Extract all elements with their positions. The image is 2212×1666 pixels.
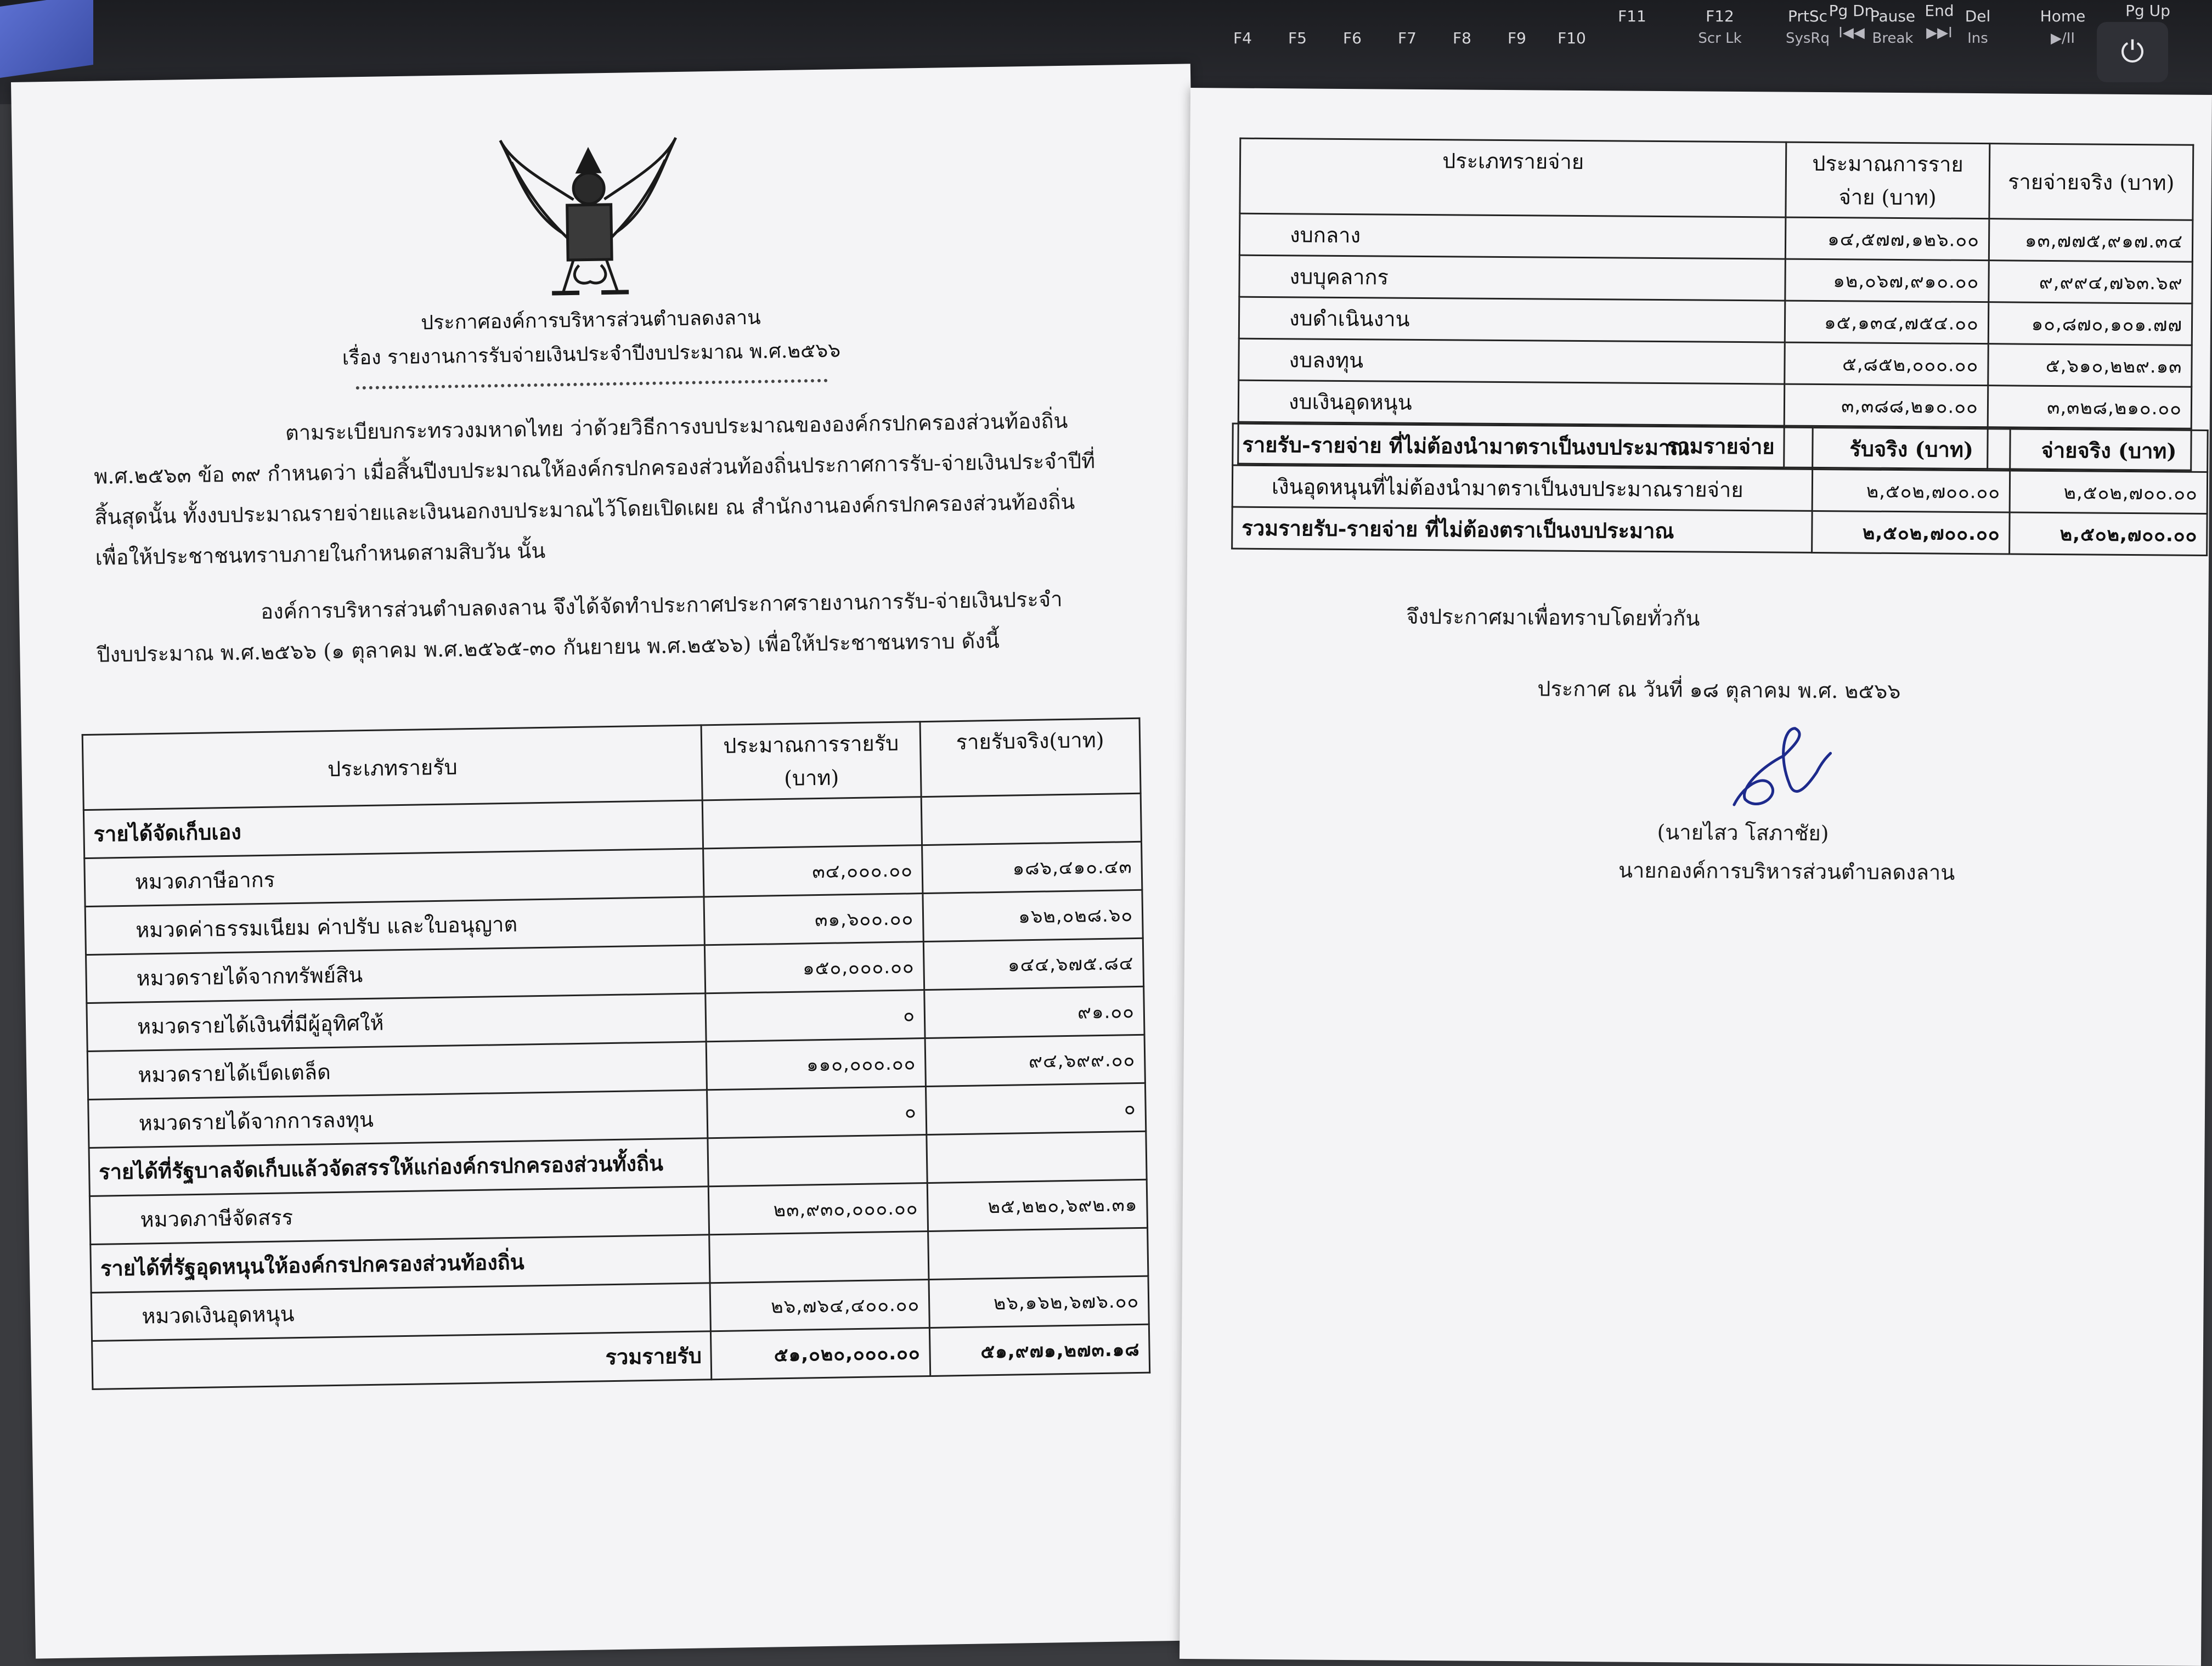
section-label: รายได้จัดเก็บเอง xyxy=(83,800,703,859)
title-line-2: เรื่อง รายงานการรับจ่ายเงินประจำปีงบประมาณ พ.ศ.๒๕๖๖ xyxy=(342,339,841,370)
table-row xyxy=(1239,297,2192,345)
row-label: หมวดรายได้จากการลงทุน xyxy=(88,1090,708,1148)
row-label: หมวดภาษีจัดสรร xyxy=(89,1187,709,1245)
key: Pause Break xyxy=(1870,7,1916,47)
row-label: หมวดเงินอุดหนุน xyxy=(91,1283,710,1341)
key: PrtSc SysRq xyxy=(1785,7,1830,47)
row-estimate: ๓๔,๐๐๐.๐๐ xyxy=(703,845,923,897)
power-icon: ⏻ xyxy=(2097,22,2168,82)
row-actual: ๑๓,๗๗๕,๙๑๗.๓๔ xyxy=(1989,219,2193,262)
total-estimate: ๕๑,๐๒๐,๐๐๐.๐๐ xyxy=(711,1328,930,1379)
row-estimate: ๒๖,๗๖๔,๔๐๐.๐๐ xyxy=(710,1279,929,1331)
row-actual: ๒๕,๒๒๐,๖๙๒.๓๑ xyxy=(927,1179,1147,1231)
key: Pg Up xyxy=(2125,2,2170,20)
non-budget-table xyxy=(1231,423,2209,556)
row-actual: ๙๔,๖๙๙.๐๐ xyxy=(925,1035,1145,1086)
key: F8 xyxy=(1453,29,1471,47)
paragraph-regulation: ตามระเบียบกระทรวงมหาดไทย ว่าด้วยวิธีการงบประมาณขององค์กรปกครองส่วนท้องถิ่น พ.ศ.๒๕๖๓ ข้อ ๓๙ กำหนดว่า เมื่อสิ้นปีงบประมาณให้องค์กรปกครองส่วนท้องถิ่นประกาศการรับ-จ่ายเงินประจำปีที่สิ้นสุดนั้น ทั้งงบประมาณรายจ่ายและเงินนอกงบประมาณไว้โดยเปิดเผย ณ สำนักงานองค์กรปกครองส่วนท้องถิ่น เพื่อให้ประชาชนทราบภายในกำหนดสามสิบวัน นั้น xyxy=(93,408,1096,570)
row-estimate: ๒๓,๙๓๐,๐๐๐.๐๐ xyxy=(709,1183,928,1235)
table-header-row xyxy=(1233,423,2208,472)
row-estimate: ๓,๓๘๘,๒๑๐.๐๐ xyxy=(1784,384,1988,427)
garuda-emblem-icon xyxy=(494,127,684,310)
row-label: งบเงินอุดหนุน xyxy=(1238,380,1785,426)
row-actual: ๓,๓๒๘,๒๑๐.๐๐ xyxy=(1988,386,2192,429)
row-estimate: ๑๑๐,๐๐๐.๐๐ xyxy=(706,1038,926,1090)
key: F4 xyxy=(1233,29,1252,47)
row-estimate: ๐ xyxy=(706,990,925,1042)
expense-table xyxy=(1237,138,2194,471)
key: F5 xyxy=(1288,29,1307,47)
header-estimate: ประมาณการรายจ่าย (บาท) xyxy=(1786,142,1990,219)
announcement-closing: จึงประกาศมาเพื่อทราบโดยทั่วกัน xyxy=(1406,604,1700,631)
row-label: หมวดรายได้เบ็ดเตล็ด xyxy=(87,1042,707,1100)
total-label: รวมรายรับ xyxy=(92,1331,712,1390)
row-estimate: ๑๕๐,๐๐๐.๐๐ xyxy=(705,942,924,993)
key: F11 xyxy=(1618,7,1646,25)
key: Del Ins xyxy=(1965,7,1991,47)
key: Pg Dn I◀◀ xyxy=(1829,2,1875,41)
row-label: หมวดภาษีอากร xyxy=(84,849,704,907)
key: F6 xyxy=(1343,29,1362,47)
row-actual: ๙๑.๐๐ xyxy=(924,986,1144,1038)
total-paid: ๒,๕๐๒,๗๐๐.๐๐ xyxy=(2010,512,2207,556)
row-estimate: ๑๕,๑๓๔,๗๕๔.๐๐ xyxy=(1785,301,1988,344)
row-actual: ๐ xyxy=(926,1083,1146,1134)
row-label: งบกลาง xyxy=(1239,213,1786,259)
total-received: ๒,๕๐๒,๗๐๐.๐๐ xyxy=(1812,511,2010,554)
document-page-1 xyxy=(11,64,1215,1658)
header-paid: จ่ายจริง (บาท) xyxy=(2010,429,2208,472)
income-table xyxy=(82,718,1151,1390)
header-actual: รายรับจริง(บาท) xyxy=(920,718,1141,797)
row-actual: ๑๘๖,๔๑๐.๔๓ xyxy=(922,842,1142,893)
row-estimate: ๕,๘๕๒,๐๐๐.๐๐ xyxy=(1785,342,1988,386)
row-estimate: ๑๒,๐๖๗,๙๑๐.๐๐ xyxy=(1785,259,1989,302)
total-actual: ๕๑,๙๗๑,๒๗๓.๑๘ xyxy=(929,1324,1149,1376)
row-actual: ๑๐,๘๗๐,๑๐๑.๗๗ xyxy=(1988,302,2192,346)
row-paid: ๒,๕๐๒,๗๐๐.๐๐ xyxy=(2010,471,2207,514)
table-total-row xyxy=(1232,507,2207,555)
row-estimate: ๓๑,๖๐๐.๐๐ xyxy=(704,894,923,945)
row-actual: ๒๖,๑๖๒,๖๗๖.๐๐ xyxy=(929,1276,1149,1328)
row-actual: ๕,๖๑๐,๒๒๙.๑๓ xyxy=(1988,344,2192,387)
row-label: งบดำเนินงาน xyxy=(1239,297,1785,342)
row-estimate: ๐ xyxy=(707,1087,927,1138)
row-label: หมวดรายได้เงินที่มีผู้อุทิศให้ xyxy=(87,993,706,1052)
section-label: รายได้ที่รัฐอุดหนุนให้องค์กรปกครองส่วนท้องถิ่น xyxy=(91,1235,710,1293)
section-label: รายได้ที่รัฐบาลจัดเก็บแล้วจัดสรรให้แก่องค์กรปกครองส่วนทั้งถิ่น xyxy=(89,1138,708,1196)
table-row xyxy=(1232,465,2207,513)
key: F10 xyxy=(1558,29,1586,47)
row-actual: ๑๔๔,๖๗๕.๘๔ xyxy=(923,938,1143,990)
header-income-type: ประเภทรายรับ xyxy=(82,725,702,810)
header-actual: รายจ่ายจริง (บาท) xyxy=(1989,144,2193,221)
signer-title: นายกองค์การบริหารส่วนตำบลดงลาน xyxy=(1618,858,1955,885)
header-estimate: ประมาณการรายรับ (บาท) xyxy=(701,722,921,800)
row-estimate: ๑๔,๕๗๗,๑๒๖.๐๐ xyxy=(1785,217,1989,261)
key: Home ▶/II xyxy=(2040,7,2086,47)
paragraph-report: องค์การบริหารส่วนตำบลดงลาน จึงได้จัดทำประกาศประกาศรายงานการรับ-จ่ายเงินประจำปีงบประมาณ พ.ศ.๒๕๖๖ (๑ ตุลาคม พ.ศ.๒๕๖๕-๓๐ กันยายน พ.ศ.๒๕๖๖) เพื่อให้ประชาชนทราบ ดังนี้ xyxy=(97,587,1063,667)
blue-object xyxy=(0,0,93,78)
table-row xyxy=(1238,380,2191,428)
row-label: หมวดค่าธรรมเนียม ค่าปรับ และใบอนุญาต xyxy=(85,897,704,955)
signer-name: (นายไสว โสภาชัย) xyxy=(1657,820,1829,846)
row-label: งบบุคลากร xyxy=(1239,255,1786,301)
row-actual: ๑๖๒,๐๒๘.๖๐ xyxy=(923,890,1143,941)
announcement-date: ประกาศ ณ วันที่ ๑๘ ตุลาคม พ.ศ. ๒๕๖๖ xyxy=(1537,676,1901,704)
header-nb-type: รายรับ-รายจ่าย ที่ไม่ต้องนำมาตราเป็นงบประมาณ xyxy=(1233,423,1813,469)
table-header-row xyxy=(1240,138,2193,220)
header-received: รับจริง (บาท) xyxy=(1813,427,2010,471)
total-label: รวมรายรับ-รายจ่าย ที่ไม่ต้องตราเป็นงบประมาณ xyxy=(1232,507,1813,552)
total-label: รวมรายจ่าย xyxy=(1238,422,1785,467)
row-received: ๒,๕๐๒,๗๐๐.๐๐ xyxy=(1813,469,2010,512)
key: F12 Scr Lk xyxy=(1698,7,1742,47)
header-expense-type: ประเภทรายจ่าย xyxy=(1240,138,1786,217)
table-row xyxy=(1239,338,2192,387)
row-label: เงินอุดหนุนที่ไม่ต้องนำมาตราเป็นงบประมาณรายจ่าย xyxy=(1232,465,1813,511)
key: F7 xyxy=(1398,29,1417,47)
key: End ▶▶I xyxy=(1925,2,1954,41)
row-actual: ๙,๙๙๔,๗๖๓.๖๙ xyxy=(1989,261,2193,304)
divider xyxy=(356,379,828,390)
row-label: งบลงทุน xyxy=(1239,338,1785,384)
table-row xyxy=(1239,255,2192,303)
signature-icon xyxy=(1723,722,1833,816)
table-row xyxy=(1239,213,2192,262)
announcement-title xyxy=(234,298,949,391)
row-label: หมวดรายได้จากทรัพย์สิน xyxy=(86,945,706,1003)
document-page-2 xyxy=(1180,88,2212,1666)
title-line-1: ประกาศองค์การบริหารส่วนตำบลดงลาน xyxy=(420,306,761,335)
key: F9 xyxy=(1508,29,1526,47)
